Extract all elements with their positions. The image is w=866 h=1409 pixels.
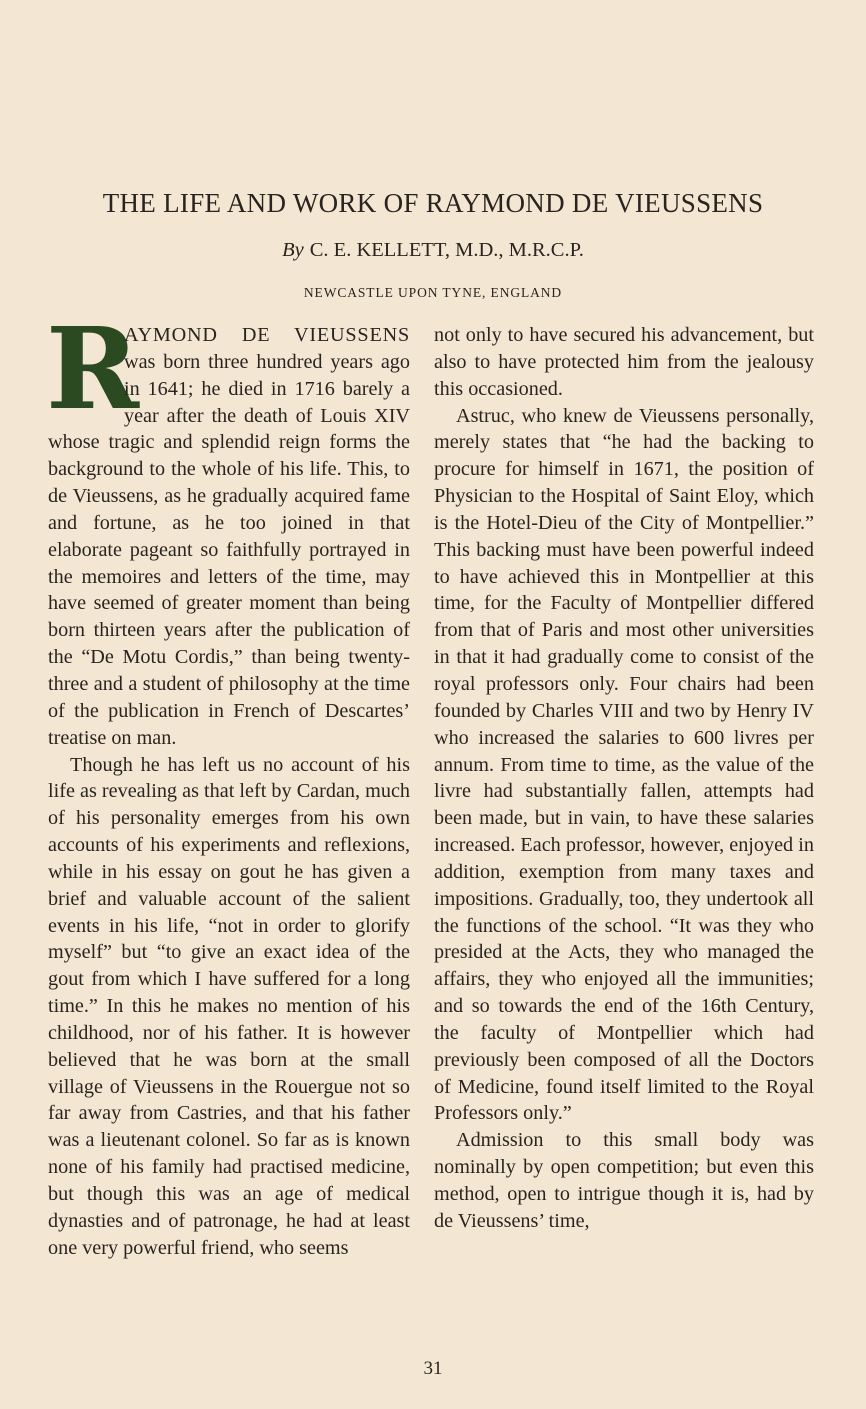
opening-caps: AYMOND DE VIEUSSENS bbox=[124, 324, 410, 346]
by-label: By bbox=[282, 239, 304, 261]
paragraph: Admission to this small body was nominally by open competition; but even this method, open to intrigue though it is, had by de Vieussens’ time, bbox=[434, 1129, 814, 1232]
page-number: 31 bbox=[423, 1358, 443, 1379]
paragraph: Though he has left us no account of his life as revealing as that left by Cardan, much of his personality emerges from his own accounts of his experiments and reflexions, while in his essay on gout he has given a brief and valuable account of the salient events in his life, “not in order to glorify myself” but “to give an exact idea of the gout from which I have suffered for a long time.” In this he makes no mention of his childhood, nor of his father. It is however believed that he was born at the small village of Vieussens in the Rouergue not so far away from Castries, and that his father was a lieutenant colonel. So far as is known none of his family had practised medicine, but though this was an age of medical dynasties and of patronage, he had at least one very powerful friend, who seems bbox=[48, 753, 410, 1259]
author-name: C. E. KELLETT, M.D., M.R.C.P. bbox=[309, 239, 584, 261]
paragraph: not only to have secured his advancement, but also to have protected him from the jealousy this occasioned. bbox=[434, 324, 814, 400]
author-affiliation: NEWCASTLE UPON TYNE, ENGLAND bbox=[303, 285, 563, 300]
paragraph-text: was born three hundred years ago in 1641; he died in 1716 barely a year after the death of Louis XIV whose tragic and splendid reign forms the background to the whole of his life. This, to de Vieussens, as he gradually acquired fame and fortune, as he too joined in that elaborate pageant so faithfully portrayed in the memoires and letters of the time, may have seemed of greater moment than being born thirteen years after the publication of the “De Motu Cordis,” than being twenty-three and a student of philosophy at the time of the publication in French of Descartes’ treatise on man. bbox=[48, 350, 410, 749]
byline bbox=[0, 236, 866, 264]
drop-cap: R bbox=[46, 304, 140, 435]
article-title: THE LIFE AND WORK OF RAYMOND DE VIEUSSENS bbox=[102, 188, 764, 218]
left-column bbox=[46, 304, 410, 1262]
paragraph: Astruc, who knew de Vieussens personally, merely states that “he had the backing to procure for himself in 1671, the position of Physician to the Hospital of Saint Eloy, which is the Hotel-Dieu of the City of Montpellier.” This backing must have been powerful indeed to have achieved this in Montpellier at this time, for the Faculty of Montpellier differed from that of Paris and most other universities in that it had gradually come to consist of the royal professors only. Four chairs had been founded by Charles VIII and two by Henry IV who increased the salaries to 600 livres per annum. From time to time, as the value of the livre had substantially fallen, attempts had been made, but in vain, to have these salaries increased. Each professor, however, enjoyed in addition, exemption from many taxes and impositions. Gradually, too, they undertook all the functions of the school. “It was they who presided at the Acts, they who managed the affairs, they who enjoyed all the immunities; and so towards the end of the 16th Century, the faculty of Montpellier which had previously been composed of all the Doctors of Medicine, found itself limited to the Royal Professors only.” bbox=[434, 404, 814, 1125]
paragraph bbox=[46, 304, 410, 752]
right-column bbox=[434, 322, 814, 1235]
